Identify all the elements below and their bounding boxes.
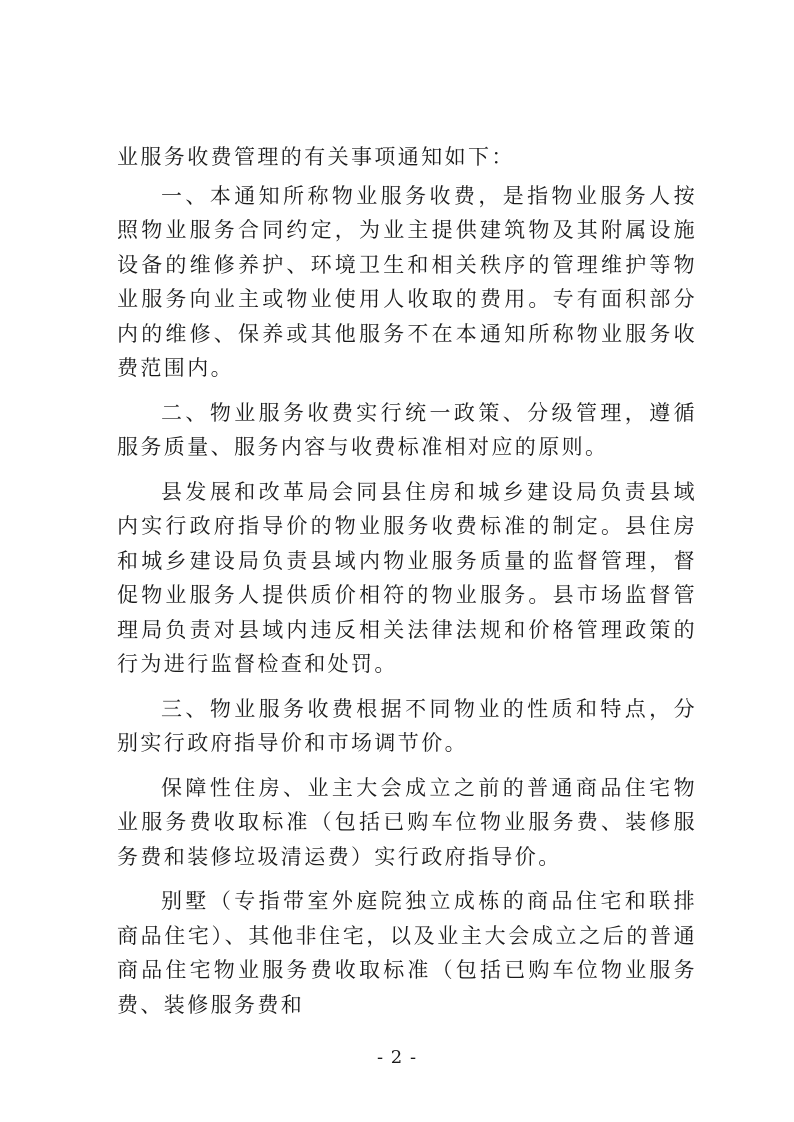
document-body [117,140,697,1022]
paragraph-section-2-principle: 二、物业服务收费实行统一政策、分级管理，遵循服务质量、服务内容与收费标准相对应的原则。 [117,400,697,459]
paragraph-section-3-pricing: 三、物业服务收费根据不同物业的性质和特点，分别实行政府指导价和市场调节价。 [117,696,697,755]
paragraph-continuation: 业服务收费管理的有关事项通知如下： [117,145,515,169]
paragraph-government-guided-price: 保障性住房、业主大会成立之前的普通商品住宅物业服务费收取标准（包括已购车位物业服务费、装修服务费和装修垃圾清运费）实行政府指导价。 [117,775,697,869]
paragraph-responsibilities: 县发展和改革局会同县住房和城乡建设局负责县域内实行政府指导价的物业服务收费标准的制定。县住房和城乡建设局负责县域内物业服务质量的监督管理，督促物业服务人提供质价相符的物业服务。县市场监督管理局负责对县域内违反相关法律法规和价格管理政策的行为进行监督检查和处罚。 [117,479,697,676]
paragraph-section-1-definition: 一、本通知所称物业服务收费，是指物业服务人按照物业服务合同约定，为业主提供建筑物及其附属设施设备的维修养护、环境卫生和相关秩序的管理维护等物业服务向业主或物业使用人收取的费用。专有面积部分内的维修、保养或其他服务不在本通知所称物业服务收费范围内。 [117,183,697,380]
paragraph-villa-and-non-residential: 别墅（专指带室外庭院独立成栋的商品住宅和联排商品住宅）、其他非住宅，以及业主大会成立之后的普通商品住宅物业服务费收取标准（包括已购车位物业服务费、装修服务费和 [117,889,697,1017]
page-number: - 2 - [376,1047,418,1068]
